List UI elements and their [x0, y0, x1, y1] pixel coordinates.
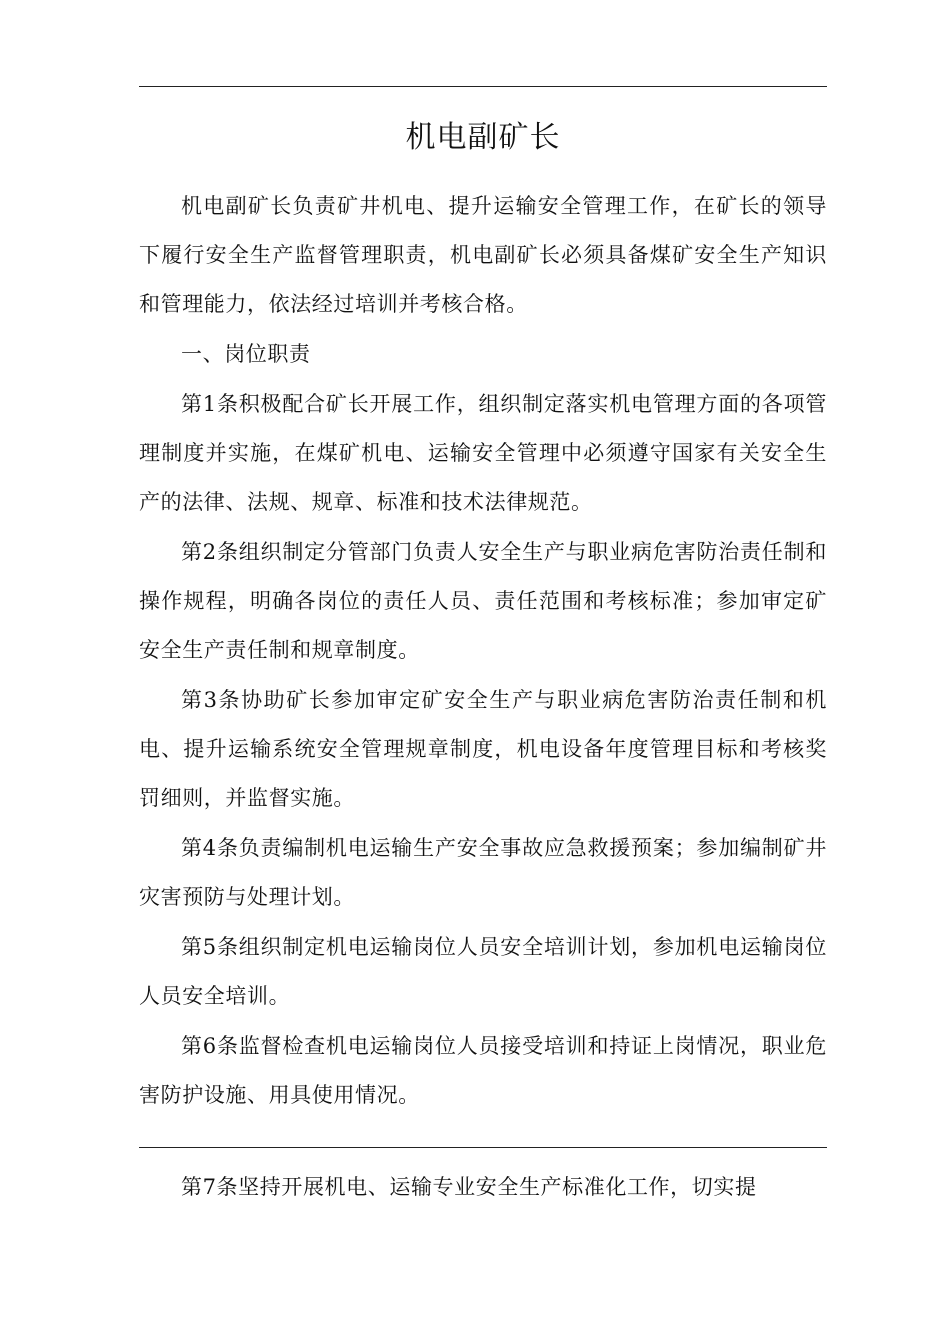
article-7-fragment: 第7条坚持开展机电、运输专业安全生产标准化工作，切实提	[181, 1175, 757, 1199]
page-break-rule	[139, 1147, 827, 1148]
intro-paragraph: 机电副矿长负责矿井机电、提升运输安全管理工作，在矿长的领导下履行安全生产监督管理职责，机电副矿长必须具备煤矿安全生产知识和管理能力，依法经过培训并考核合格。	[139, 194, 827, 316]
article-3: 第3条协助矿长参加审定矿安全生产与职业病危害防治责任制和机电、提升运输系统安全管理规章制度，机电设备年度管理目标和考核奖罚细则，并监督实施。	[139, 688, 827, 810]
article-1: 第1条积极配合矿长开展工作，组织制定落实机电管理方面的各项管理制度并实施，在煤矿机电、运输安全管理中必须遵守国家有关安全生产的法律、法规、规章、标准和技术法律规范。	[139, 392, 827, 514]
document-body	[139, 182, 827, 1121]
section-heading: 一、岗位职责	[181, 342, 311, 366]
article-2: 第2条组织制定分管部门负责人安全生产与职业病危害防治责任制和操作规程，明确各岗位的责任人员、责任范围和考核标准；参加审定矿安全生产责任制和规章制度。	[139, 540, 827, 662]
article-6: 第6条监督检查机电运输岗位人员接受培训和持证上岗情况，职业危害防护设施、用具使用情况。	[139, 1034, 827, 1107]
page-title: 机电副矿长	[405, 120, 561, 155]
top-rule	[139, 86, 827, 87]
article-4: 第4条负责编制机电运输生产安全事故应急救援预案；参加编制矿井灾害预防与处理计划。	[139, 836, 827, 909]
article-5: 第5条组织制定机电运输岗位人员安全培训计划，参加机电运输岗位人员安全培训。	[139, 935, 827, 1008]
